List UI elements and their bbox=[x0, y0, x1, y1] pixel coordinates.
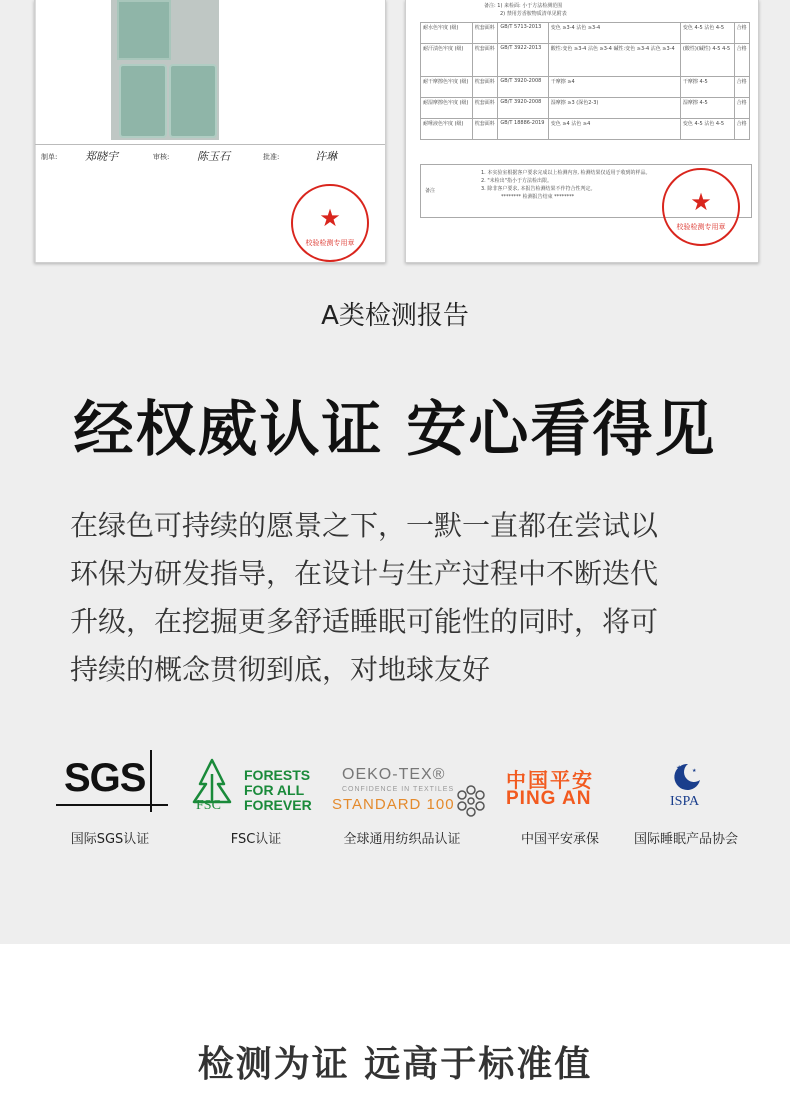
seal-text: 校验检测专用章 bbox=[676, 223, 726, 231]
table-cell: 合格 bbox=[734, 98, 749, 119]
table-cell: 变色 ≥3-4 沾色 ≥3-4 bbox=[548, 23, 680, 44]
paragraph-line: 环保为研发指导，在设计与生产过程中不断迭代 bbox=[70, 557, 659, 590]
ispa-logo bbox=[662, 760, 712, 812]
product-mat-left bbox=[119, 64, 167, 138]
report-caption: A类检测报告 bbox=[321, 301, 469, 331]
sgs-bar bbox=[150, 750, 152, 812]
maker-label: 制单: bbox=[41, 153, 58, 161]
oeko-sub: CONFIDENCE IN TEXTILES bbox=[342, 786, 455, 793]
reviewer-signature: 陈玉石 bbox=[197, 150, 230, 163]
fsc-line: FORESTS bbox=[244, 767, 311, 783]
table-cell: 干摩擦 4-5 bbox=[680, 77, 734, 98]
seal-star-icon: ★ bbox=[319, 204, 341, 232]
paragraph-line: 持续的概念贯彻到底，对地球友好 bbox=[70, 653, 491, 686]
report-page-right bbox=[405, 0, 759, 263]
table-cell: 枕套面料 bbox=[472, 23, 498, 44]
ispa-wordmark: ISPA bbox=[670, 794, 700, 809]
table-cell: 变色 4-5 沾色 4-5 bbox=[680, 23, 734, 44]
table-cell: 耐水色牢度 (级) bbox=[421, 23, 473, 44]
table-cell: 合格 bbox=[734, 77, 749, 98]
fsc-caption: FSC认证 bbox=[230, 832, 282, 847]
red-seal-left bbox=[291, 184, 369, 262]
note-line: 2) 禁用芳香胺物质清单见附表 bbox=[500, 11, 567, 17]
report-page-left bbox=[34, 0, 386, 263]
report-divider bbox=[35, 144, 385, 145]
oeko-wordmark: OEKO-TEX® bbox=[342, 766, 446, 783]
remark-line: 1. 本实验室根据客户要求完成以上检测内容, 检测结果仅适用于收到的样品。 bbox=[481, 170, 651, 176]
fsc-line: FOR ALL bbox=[244, 782, 305, 798]
remarks-label: 备注 bbox=[425, 188, 436, 194]
table-cell: 耐湿摩擦色牢度 (级) bbox=[421, 98, 473, 119]
bottom-section-title: 检测为证 远高于标准值 bbox=[197, 1044, 593, 1085]
table-cell: 变色 ≥4 沾色 ≥4 bbox=[548, 119, 680, 140]
report-end-line: ******** 检测报告结束 ******** bbox=[501, 194, 575, 200]
table-cell: 枕套面料 bbox=[472, 77, 498, 98]
table-row bbox=[421, 44, 750, 77]
table-cell: 干摩擦 ≥4 bbox=[548, 77, 680, 98]
table-cell: GB/T 3920-2008 bbox=[498, 77, 548, 98]
table-row bbox=[421, 77, 750, 98]
table-cell: 枕套面料 bbox=[472, 98, 498, 119]
table-cell: (酸性)(碱性) 4-5 4-5 bbox=[680, 44, 734, 77]
table-cell: 合格 bbox=[734, 119, 749, 140]
table-cell: 湿摩擦 4-5 bbox=[680, 98, 734, 119]
table-row bbox=[421, 119, 750, 140]
table-cell: 耐唾液色牢度 (级) bbox=[421, 119, 473, 140]
svg-text:★: ★ bbox=[692, 768, 697, 774]
oeko-tex-logo bbox=[330, 766, 490, 818]
approver-label: 批准: bbox=[263, 153, 280, 161]
oeko-caption: 全球通用纺织品认证 bbox=[343, 832, 461, 847]
table-cell: GB/T 18886-2019 bbox=[498, 119, 548, 140]
approver-signature: 许琳 bbox=[315, 150, 337, 163]
product-mat-main bbox=[117, 0, 171, 60]
fsc-slogan bbox=[244, 768, 312, 813]
reviewer-label: 审核: bbox=[153, 153, 170, 161]
remark-line: 2. "未检出"指小于方法检出限。 bbox=[481, 178, 552, 184]
fsc-line: FOREVER bbox=[244, 797, 312, 813]
pingan-logo bbox=[500, 764, 620, 814]
pingan-latin: PING AN bbox=[506, 788, 592, 809]
product-mat-right bbox=[169, 64, 217, 138]
headline: 经权威认证 安心看得见 bbox=[73, 395, 717, 465]
table-cell: GB/T 3920-2008 bbox=[498, 98, 548, 119]
sgs-caption: 国际SGS认证 bbox=[70, 832, 150, 847]
table-cell: 枕套面料 bbox=[472, 119, 498, 140]
note-line: 备注: 1) 来检面: 小于方法检测范围 bbox=[484, 3, 563, 9]
table-cell: GB/T 5713-2013 bbox=[498, 23, 548, 44]
seal-star-icon: ★ bbox=[690, 188, 712, 216]
pingan-caption: 中国平安承保 bbox=[520, 832, 599, 847]
table-cell: 耐干摩擦色牢度 (级) bbox=[421, 77, 473, 98]
test-results-table bbox=[420, 22, 750, 140]
table-row bbox=[421, 98, 750, 119]
pingan-chinese: 中国平安 bbox=[506, 768, 594, 792]
remarks-list bbox=[481, 169, 651, 201]
description-paragraph bbox=[70, 502, 740, 694]
table-cell: 合格 bbox=[734, 23, 749, 44]
oeko-standard: STANDARD 100 bbox=[332, 796, 455, 813]
paragraph-line: 升级，在挖掘更多舒适睡眠可能性的同时，将可 bbox=[70, 605, 659, 638]
remark-line: 3. 除非客户要求, 本报告检测结果不作符合性判定。 bbox=[481, 186, 596, 192]
report-notes bbox=[484, 2, 567, 18]
paragraph-line: 在绿色可持续的愿景之下，一默一直都在尝试以 bbox=[70, 509, 659, 542]
maker-signature: 郑晓宇 bbox=[85, 150, 118, 163]
document-frame bbox=[35, 0, 36, 262]
table-cell: 枕套面料 bbox=[472, 44, 498, 77]
ispa-caption: 国际睡眠产品协会 bbox=[633, 832, 738, 847]
sgs-logo bbox=[56, 750, 168, 812]
table-row bbox=[421, 23, 750, 44]
red-seal-right bbox=[662, 168, 740, 246]
table-cell: GB/T 3922-2013 bbox=[498, 44, 548, 77]
fsc-short: FSC bbox=[196, 798, 221, 813]
oeko-flower-icon bbox=[454, 784, 488, 818]
table-cell: 合格 bbox=[734, 44, 749, 77]
table-cell: 耐汗渍色牢度 (级) bbox=[421, 44, 473, 77]
sgs-wordmark: SGS bbox=[64, 756, 146, 800]
table-cell: 湿摩擦 ≥3 (深色2-3) bbox=[548, 98, 680, 119]
table-cell: 酸性:变色 ≥3-4 沾色 ≥3-4 碱性:变色 ≥3-4 沾色 ≥3-4 bbox=[548, 44, 680, 77]
moon-stars-icon bbox=[666, 760, 706, 794]
seal-text: 校验检测专用章 bbox=[305, 239, 355, 247]
fsc-logo bbox=[186, 754, 316, 814]
svg-text:★: ★ bbox=[676, 764, 683, 772]
table-cell: 变色 4-5 沾色 4-5 bbox=[680, 119, 734, 140]
